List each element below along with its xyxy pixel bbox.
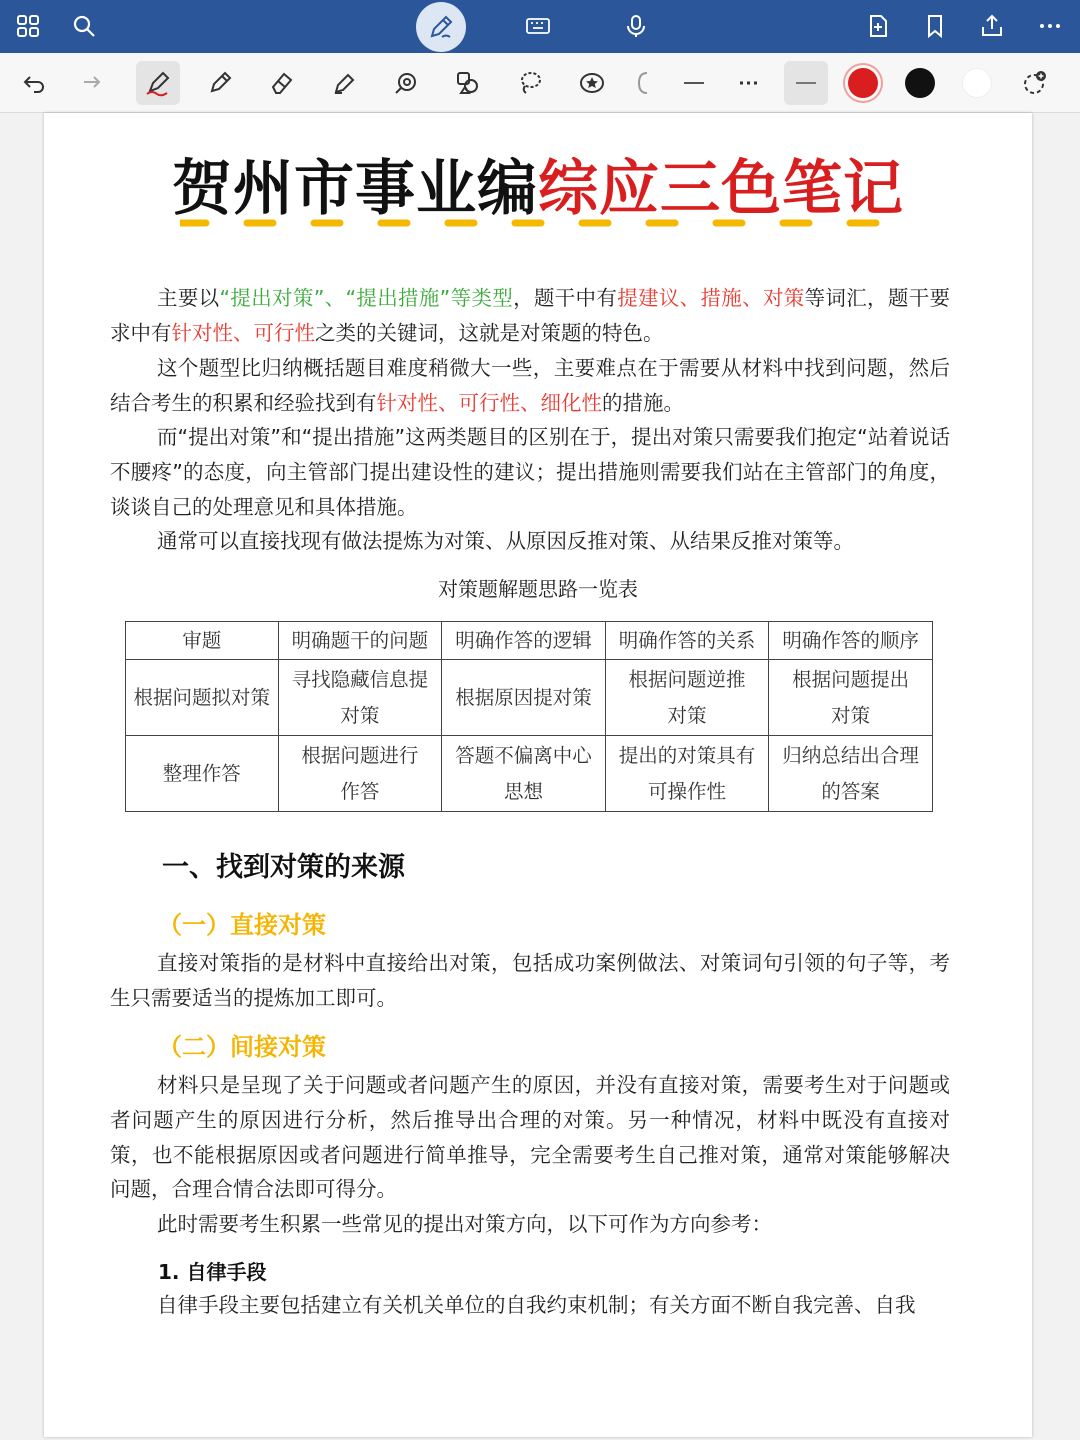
title-red-part: 综应三色笔记 [538, 154, 904, 224]
table-cell: 根据问题提出对策 [769, 660, 933, 736]
item-text: 自律手段主要包括建立有关机关单位的自我约束机制；有关方面不断自我完善、自我 [157, 1293, 916, 1317]
p1-text: 主要以 [157, 286, 220, 310]
share-icon[interactable] [972, 6, 1012, 46]
lasso-icon[interactable] [508, 61, 552, 105]
white-color-swatch[interactable] [962, 68, 992, 98]
table-cell: 根据问题进行作答 [278, 736, 442, 812]
black-color-swatch[interactable] [905, 68, 935, 98]
p2-text: 这个题型比归纳概括题目难度稍微大一些，主要难点在于需要从材料中找到问题，然后结合考生的积累和经验找到有 [110, 356, 950, 415]
title-black-part: 贺州市事业编 [172, 154, 538, 224]
table-cell: 明确题干的问题 [278, 622, 442, 660]
table-cell: 答题不偏离中心思想 [442, 736, 606, 812]
dotted-line-option[interactable] [728, 61, 772, 105]
table-cell: 明确作答的关系 [605, 622, 769, 660]
p1-text: 之类的关键词，这就是对策题的特色。 [315, 320, 664, 345]
direct-strategy-text: 直接对策指的是材料中直接给出对策，包括成功案例做法、对策词句引领的句子等，考生只需要适当的提炼加工即可。 [110, 951, 950, 1010]
section-heading: 一、找到对策的来源 [162, 852, 405, 883]
item-heading: 1. 自律手段 [158, 1260, 267, 1284]
grid-icon[interactable] [8, 6, 48, 46]
document-page[interactable] [44, 113, 1032, 1437]
p1-red-highlight: 提建议、措施、对策 [617, 286, 805, 310]
table-row [126, 622, 933, 660]
table-cell: 明确作答的顺序 [769, 622, 933, 660]
undo-icon[interactable] [12, 61, 56, 105]
table-cell: 根据原因提对策 [442, 660, 606, 736]
table-row [126, 660, 933, 736]
keyboard-icon[interactable] [518, 6, 558, 46]
table-cell: 明确作答的逻辑 [442, 622, 606, 660]
table-cell: 整理作答 [126, 736, 279, 812]
pencil-icon[interactable] [198, 61, 242, 105]
p2-text: 的措施。 [602, 390, 684, 415]
red-color-swatch[interactable] [848, 68, 878, 98]
microphone-icon[interactable] [616, 6, 656, 46]
more-icon[interactable] [1030, 6, 1070, 46]
shape-icon[interactable] [384, 61, 428, 105]
app-top-bar [0, 0, 1080, 53]
add-color-icon[interactable] [1012, 61, 1056, 105]
paragraph-3: 而“提出对策”和“提出措施”这两类题目的区别在于，提出对策只需要我们抱定“站着说话不腰疼”的态度，向主管部门提出建设性的建议；提出措施则需要我们站在主管部门的角度，谈谈自己的处理意见和具体措施。 [110, 425, 950, 519]
highlighter-icon[interactable] [322, 61, 366, 105]
sticker-icon[interactable] [570, 61, 614, 105]
subsection-heading-direct: （一）直接对策 [158, 911, 326, 939]
add-page-icon[interactable] [858, 6, 898, 46]
table-cell: 审题 [126, 622, 279, 660]
table-cell: 根据问题拟对策 [126, 660, 279, 736]
indirect-strategy-note: 此时需要考生积累一些常见的提出对策方向，以下可作为方向参考： [157, 1212, 772, 1236]
partial-tool-icon[interactable] [630, 61, 654, 105]
page-title [44, 151, 1032, 227]
p2-red-highlight: 针对性、可行性、细化性 [376, 390, 602, 415]
table-caption: 对策题解题思路一览表 [438, 577, 638, 601]
fountain-pen-icon[interactable] [136, 61, 180, 105]
bookmark-icon[interactable] [915, 6, 955, 46]
table-cell: 归纳总结出合理的答案 [769, 736, 933, 812]
indirect-strategy-text: 材料只是呈现了关于问题或者问题产生的原因，并没有直接对策，需要考生对于问题或者问题产生的原因进行分析，然后推导出合理的对策。另一种情况，材料中既没有直接对策，也不能根据原因或者问题进行简单推导，完全需要考生自己推对策，通常对策能够解决问题，合理合情合法即可得分。 [110, 1073, 950, 1202]
search-icon[interactable] [64, 6, 104, 46]
eraser-icon[interactable] [260, 61, 304, 105]
table-cell: 寻找隐藏信息提对策 [278, 660, 442, 736]
paragraph-4: 通常可以直接找现有做法提炼为对策、从原因反推对策、从结果反推对策等。 [157, 529, 854, 553]
strategy-table [125, 621, 933, 812]
solid-line-option[interactable] [672, 61, 716, 105]
paragraph-2 [110, 351, 950, 421]
pen-mode-icon[interactable] [416, 2, 466, 52]
p1-text: 等词汇，题干要求中有 [110, 286, 951, 345]
p1-text: ，题干中有 [513, 286, 618, 310]
subsection-heading-indirect: （二）间接对策 [158, 1033, 326, 1061]
p1-red-highlight: 针对性、可行性 [171, 320, 315, 345]
paragraph-1 [110, 281, 950, 351]
title-underline-dashes [180, 219, 900, 227]
table-cell: 提出的对策具有可操作性 [605, 736, 769, 812]
shapes-stack-icon[interactable] [446, 61, 490, 105]
table-cell: 根据问题逆推对策 [605, 660, 769, 736]
p1-green-highlight: “提出对策”、“提出措施”等类型 [219, 286, 514, 310]
thin-line-option[interactable] [784, 61, 828, 105]
table-row [126, 736, 933, 812]
redo-icon[interactable] [68, 61, 112, 105]
drawing-toolbar [0, 53, 1080, 113]
